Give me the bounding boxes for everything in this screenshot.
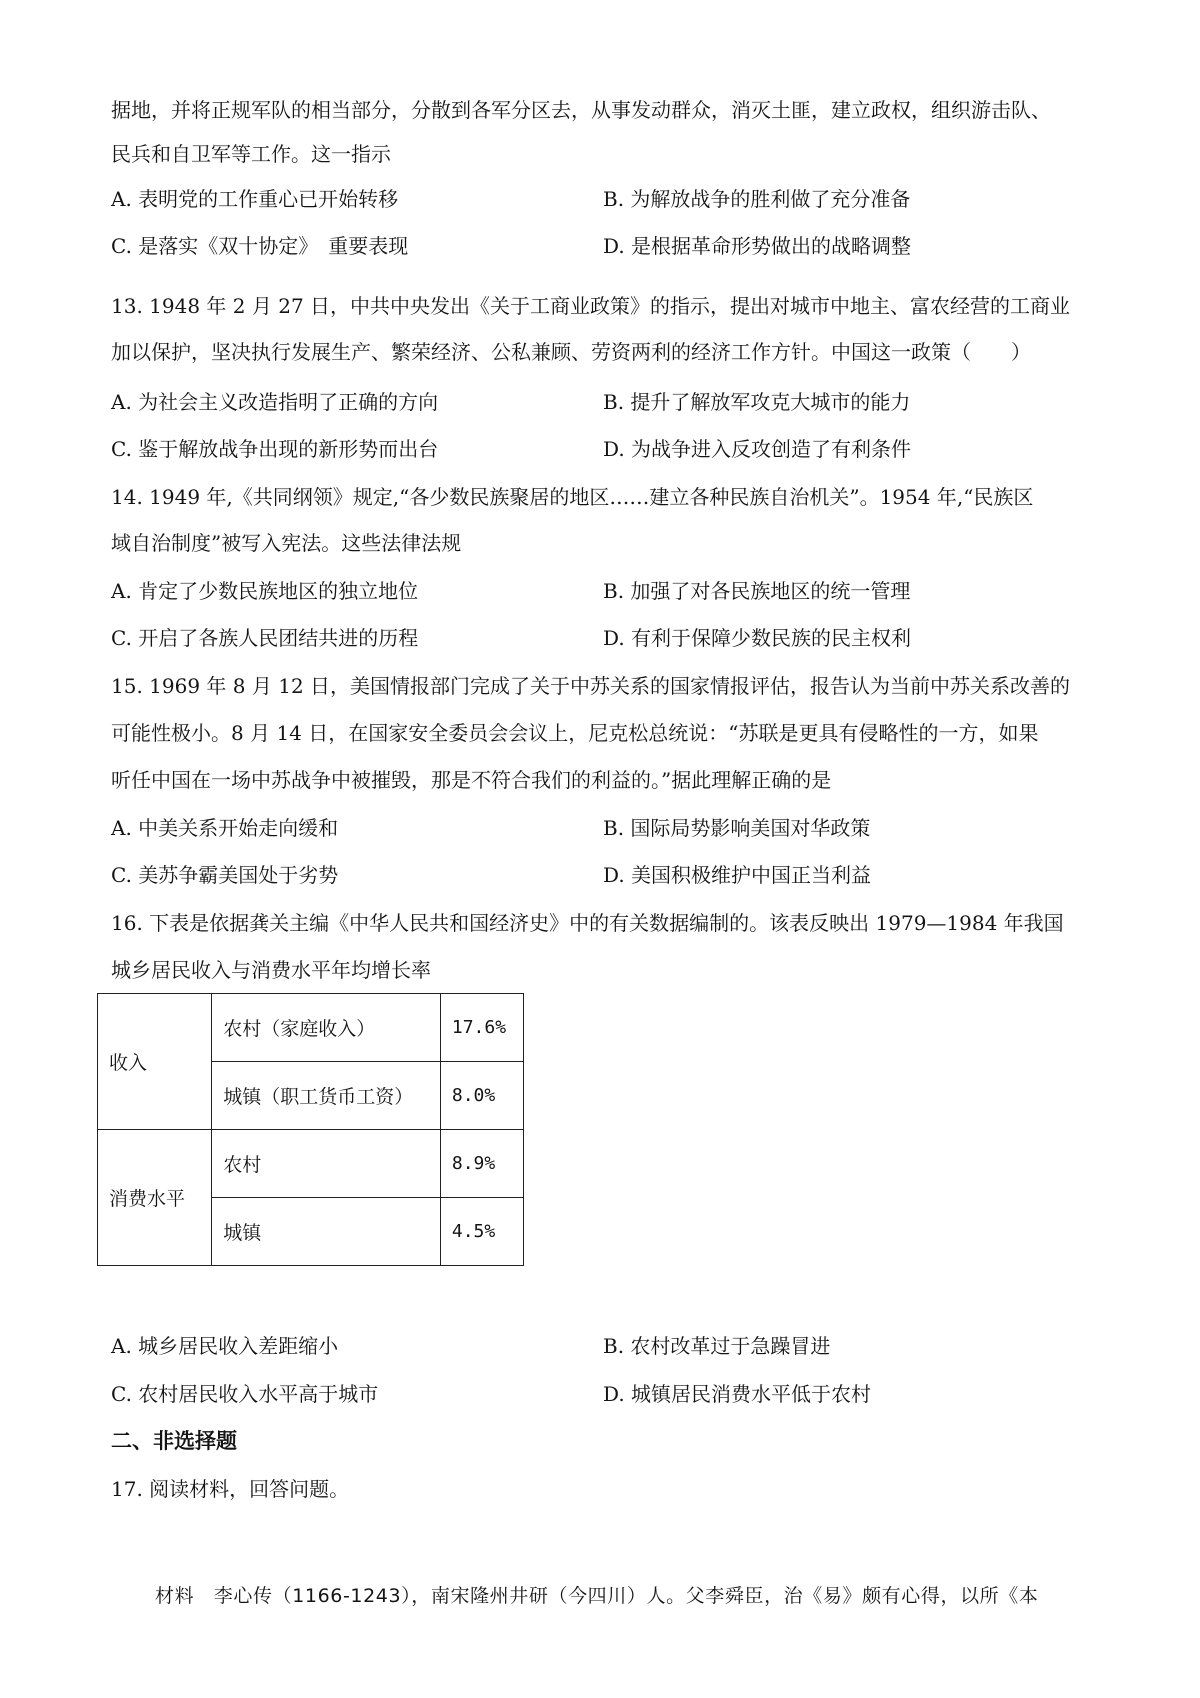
q13-option-c[interactable]: C. 鉴于解放战争出现的新形势而出台 [111, 437, 439, 461]
q15-option-b[interactable]: B. 国际局势影响美国对华政策 [603, 816, 871, 840]
table-cell-label: 城镇 [212, 1198, 441, 1266]
table-cell-label: 农村 [212, 1130, 441, 1198]
q12-option-b[interactable]: B. 为解放战争的胜利做了充分准备 [603, 187, 911, 211]
table-cell-value: 4.5% [440, 1198, 523, 1266]
q17-stem: 17. 阅读材料，回答问题。 [111, 1477, 350, 1501]
q16-data-table [97, 993, 524, 1266]
q13-stem-line-2: 加以保护，坚决执行发展生产、繁荣经济、公私兼顾、劳资两利的经济工作方针。中国这一政策（ ） [111, 340, 1031, 364]
q14-option-d[interactable]: D. 有利于保障少数民族的民主权利 [603, 626, 912, 650]
q12-option-c[interactable]: C. 是落实《双十协定》 重要表现 [111, 234, 409, 258]
q14-option-c[interactable]: C. 开启了各族人民团结共进的历程 [111, 626, 419, 650]
q14-stem-line-1: 14. 1949 年,《共同纲领》规定,“各少数民族聚居的地区……建立各种民族自治机关”。1954 年,“民族区 [111, 485, 1034, 509]
q16-option-d[interactable]: D. 城镇居民消费水平低于农村 [603, 1382, 872, 1406]
table-group-consumption: 消费水平 [98, 1130, 212, 1266]
q13-option-b[interactable]: B. 提升了解放军攻克大城市的能力 [603, 390, 911, 414]
q15-stem-line-2: 可能性极小。8 月 14 日，在国家安全委员会会议上，尼克松总统说：“苏联是更具有侵略性的一方，如果 [111, 721, 1039, 745]
q16-stem-line-1: 16. 下表是依据龚关主编《中华人民共和国经济史》中的有关数据编制的。该表反映出 1979—1984 年我国 [111, 911, 1064, 935]
q15-stem-line-1: 15. 1969 年 8 月 12 日，美国情报部门完成了关于中苏关系的国家情报评估，报告认为当前中苏关系改善的 [111, 674, 1071, 698]
q13-option-d[interactable]: D. 为战争进入反攻创造了有利条件 [603, 437, 912, 461]
q16-option-c[interactable]: C. 农村居民收入水平高于城市 [111, 1382, 379, 1406]
q16-option-b[interactable]: B. 农村改革过于急躁冒进 [603, 1334, 831, 1358]
table-cell-value: 17.6% [440, 994, 523, 1062]
q15-option-c[interactable]: C. 美苏争霸美国处于劣势 [111, 863, 339, 887]
table-row [98, 1130, 524, 1198]
section-heading: 二、非选择题 [111, 1429, 237, 1453]
table-row [98, 994, 524, 1062]
q15-option-d[interactable]: D. 美国积极维护中国正当利益 [603, 863, 872, 887]
table-group-income: 收入 [98, 994, 212, 1130]
q16-stem-line-2: 城乡居民收入与消费水平年均增长率 [111, 958, 431, 982]
table-cell-value: 8.9% [440, 1130, 523, 1198]
q12-stem-line-1: 据地，并将正规军队的相当部分，分散到各军分区去，从事发动群众，消灭土匪，建立政权，组织游击队、 [111, 98, 1051, 122]
table-cell-label: 城镇（职工货币工资） [212, 1062, 441, 1130]
q14-option-a[interactable]: A. 肯定了少数民族地区的独立地位 [111, 579, 419, 603]
q13-option-a[interactable]: A. 为社会主义改造指明了正确的方向 [111, 390, 439, 414]
table-cell-value: 8.0% [440, 1062, 523, 1130]
q12-stem-line-2: 民兵和自卫军等工作。这一指示 [111, 142, 391, 166]
q15-option-a[interactable]: A. 中美关系开始走向缓和 [111, 816, 339, 840]
q14-stem-line-2: 域自治制度”被写入宪法。这些法律法规 [111, 531, 462, 555]
table-cell-label: 农村（家庭收入） [212, 994, 441, 1062]
q12-option-d[interactable]: D. 是根据革命形势做出的战略调整 [603, 234, 912, 258]
q13-stem-line-1: 13. 1948 年 2 月 27 日，中共中央发出《关于工商业政策》的指示，提出对城市中地主、富农经营的工商业 [111, 294, 1071, 318]
q16-option-a[interactable]: A. 城乡居民收入差距缩小 [111, 1334, 339, 1358]
q12-option-a[interactable]: A. 表明党的工作重心已开始转移 [111, 187, 399, 211]
q17-material-line: 材料 李心传（1166-1243），南宋隆州井研（今四川）人。父李舜臣，治《易》颇有心得，以所《本 [155, 1585, 1039, 1607]
q14-option-b[interactable]: B. 加强了对各民族地区的统一管理 [603, 579, 911, 603]
q15-stem-line-3: 听任中国在一场中苏战争中被摧毁，那是不符合我们的利益的。”据此理解正确的是 [111, 768, 832, 792]
